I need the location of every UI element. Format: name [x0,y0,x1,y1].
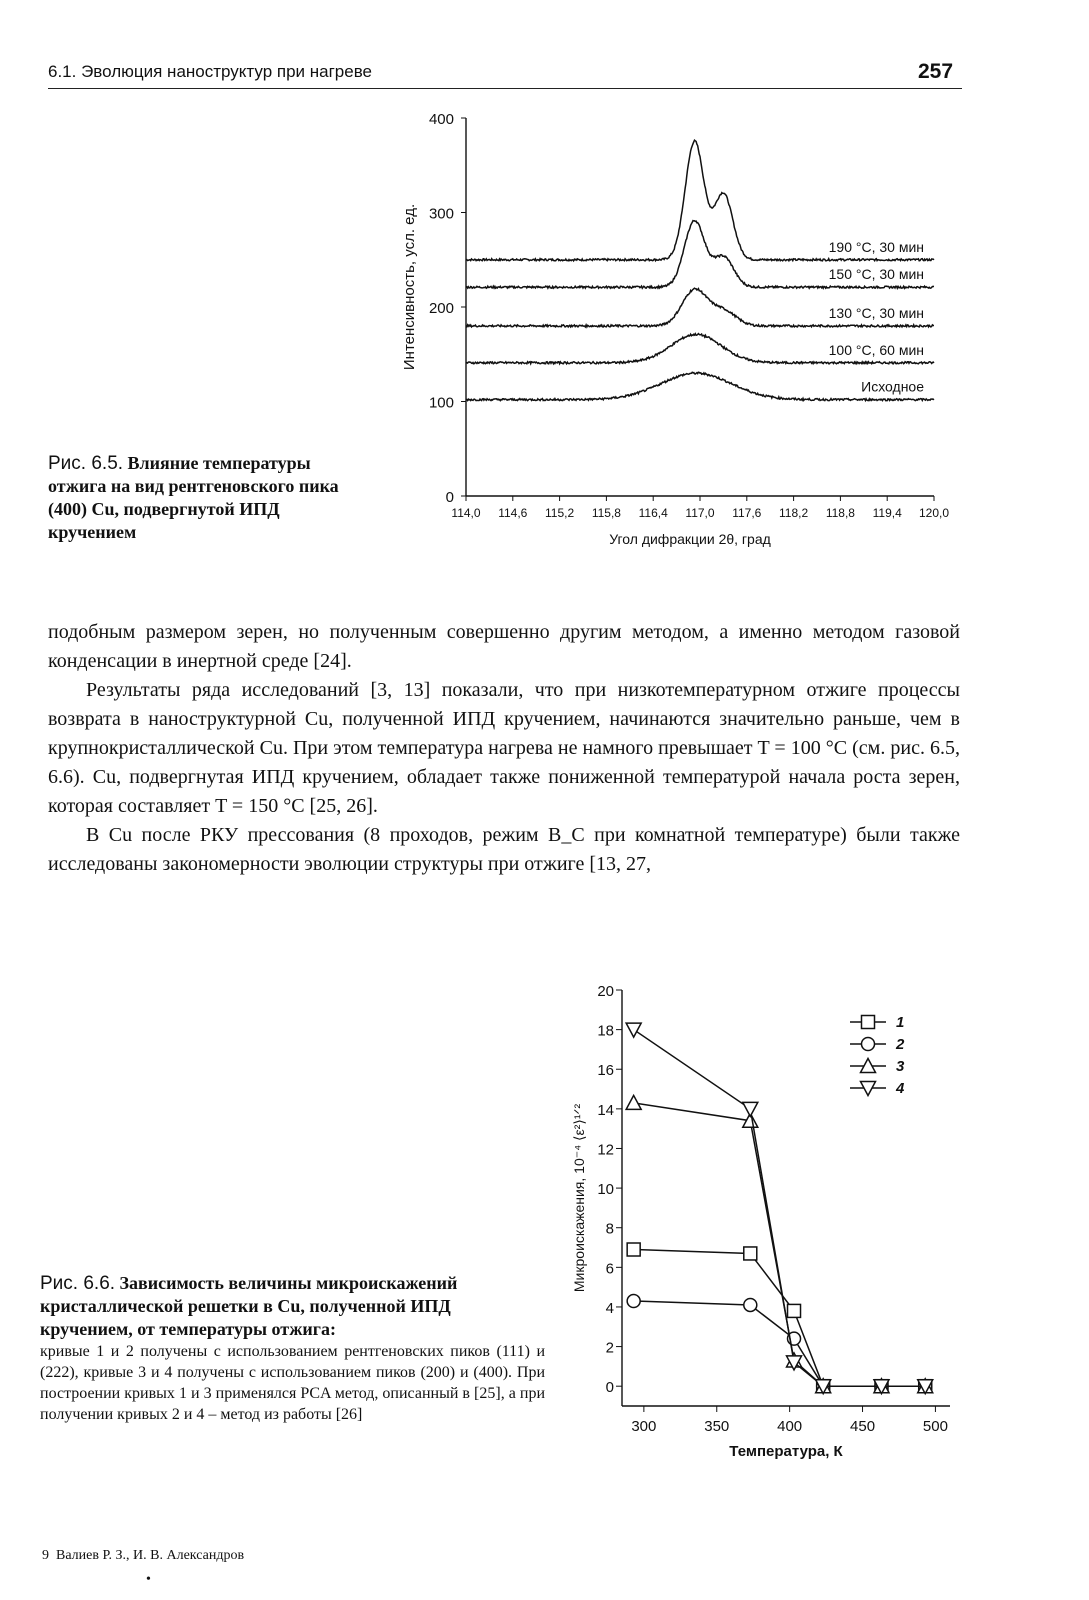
y-tick-label: 0 [445,489,454,506]
y-tick-label: 14 [597,1101,614,1119]
x-tick-label: 117,0 [685,506,715,520]
data-point [744,1247,757,1260]
data-point [788,1304,801,1317]
curve-label: 190 °С, 30 мин [828,238,924,255]
x-tick-label: 114,0 [451,506,481,520]
x-axis-label: Угол дифракции 2θ, град [609,531,771,547]
running-header: 6.1. Эволюция наноструктур при нагреве [48,62,373,81]
y-tick-label: 0 [605,1379,614,1397]
legend-entry [850,1014,904,1031]
x-tick-label: 116,4 [638,506,668,520]
x-axis-label: Температура, К [729,1443,843,1460]
y-tick-label: 18 [597,1022,614,1040]
caption-label: Рис. 6.5. [48,453,124,474]
y-tick-label: 12 [597,1141,614,1159]
paragraph-1: подобным размером зерен, но полученным совершенно другим методом, а именно методом газовой конденсации в инертной среде [24]. [48,621,960,672]
y-tick-label: 10 [597,1181,614,1199]
body-text [48,618,960,879]
series-2 [627,1295,932,1393]
fig2-legend [850,1014,905,1097]
y-tick-label: 100 [428,394,454,412]
legend-label: 4 [896,1080,905,1097]
x-tick-label: 117,6 [732,506,762,520]
data-point [627,1243,640,1256]
x-tick-label: 500 [922,1418,948,1435]
y-tick-label: 6 [605,1260,614,1278]
series-4 [626,1023,933,1394]
series-1 [627,1243,932,1393]
x-tick-label: 119,4 [872,506,902,520]
microstrain-chart [0,960,1089,1580]
y-tick-label: 200 [428,300,454,317]
x-tick-label: 120,0 [918,506,950,520]
caption-text: Зависимость величины микроискажений кристаллической решетки в Cu, полученной ИПД кручением, от температуры отжига: [40,1273,458,1339]
curve-label: Исходное [861,378,924,395]
y-tick-label: 16 [597,1062,614,1080]
data-point [626,1095,641,1109]
y-tick-label: 300 [428,205,454,223]
curve-label: 130 °С, 30 мин [828,304,924,321]
x-tick-label: 300 [631,1418,657,1435]
y-axis-label: Микроискажения, 10⁻⁴ ⟨ε²⟩¹ᐟ² [571,1103,587,1293]
x-tick-label: 350 [704,1418,730,1435]
data-point [743,1102,758,1116]
figure-6-5-caption [48,452,368,544]
curve-label: 100 °С, 60 мин [828,341,924,358]
signature-number: 9 [42,1548,49,1563]
fig1-axes [401,111,949,547]
data-point [627,1295,640,1308]
curve-label: 150 °С, 30 мин [828,266,924,283]
legend-label: 2 [896,1036,905,1053]
x-tick-label: 400 [777,1418,803,1435]
series-line [634,1301,926,1386]
fig2-series [626,1023,933,1394]
legend-entry [850,1058,905,1075]
data-point [744,1298,757,1311]
figure-6-6-caption [40,1272,545,1425]
signature-footnote [42,1548,244,1564]
caption-text: Влияние температуры отжига на вид рентгеновского пика (400) Cu, подвергнутой ИПД кручением [48,453,339,542]
x-tick-label: 118,2 [779,506,809,520]
legend-entry [850,1036,905,1053]
print-dot: • [146,1572,151,1587]
data-point [862,1016,875,1029]
paragraph-3: В Cu после РКУ прессования (8 проходов, режим B_C при комнатной температуре) были также исследованы закономерности эволюции структуры при отжиге [13, 27, [48,824,960,875]
x-tick-label: 450 [850,1418,876,1435]
x-tick-label: 114,6 [498,506,528,520]
page-number: 257 [918,60,954,83]
legend-label: 1 [896,1014,905,1031]
authors-line: Валиев Р. З., И. В. Александров [56,1548,245,1563]
paragraph-2: Результаты ряда исследований [3, 13] показали, что при низкотемпературном отжиге процессы возврата в наноструктурной Cu, полученной ИПД кручением, начинаются значительно раньше, чем в крупнокристаллической Cu. При этом температура нагрева не намного превышает T = 100 °С (см. рис. 6.5, 6.6). Cu, подвергнутая ИПД кручением, обладает также пониженной температурой начала роста зерен, которая составляет T = 150 °С [25, 26]. [48,679,960,817]
series-line [634,1030,926,1387]
legend-entry [850,1080,905,1097]
y-tick-label: 8 [605,1220,614,1238]
y-tick-label: 2 [605,1339,614,1357]
series-line [634,1250,926,1387]
x-tick-label: 115,2 [545,506,575,520]
legend-label: 3 [896,1058,905,1075]
data-point [862,1038,875,1051]
series-line [634,1103,926,1386]
x-tick-label: 115,8 [591,506,621,520]
x-tick-label: 118,8 [825,506,855,520]
data-point [626,1023,641,1037]
y-tick-label: 4 [605,1299,614,1317]
fig1-labels [829,239,925,395]
series-3 [626,1095,933,1392]
caption-label: Рис. 6.6. [40,1273,116,1294]
y-tick-label: 400 [428,111,454,128]
fig2-axes [571,983,950,1460]
caption-note: кривые 1 и 2 получены с использованием рентгеновских пиков (111) и (222), кривые 3 и 4 получены с использованием пиков (200) и (400). При построении кривых 1 и 3 применялся PCA метод, описанный в [25], а при получении кривых 2 и 4 – метод из работы [26] [40,1343,545,1423]
y-axis-label: Интенсивность, усл. ед. [401,203,418,371]
y-tick-label: 20 [597,983,614,1000]
